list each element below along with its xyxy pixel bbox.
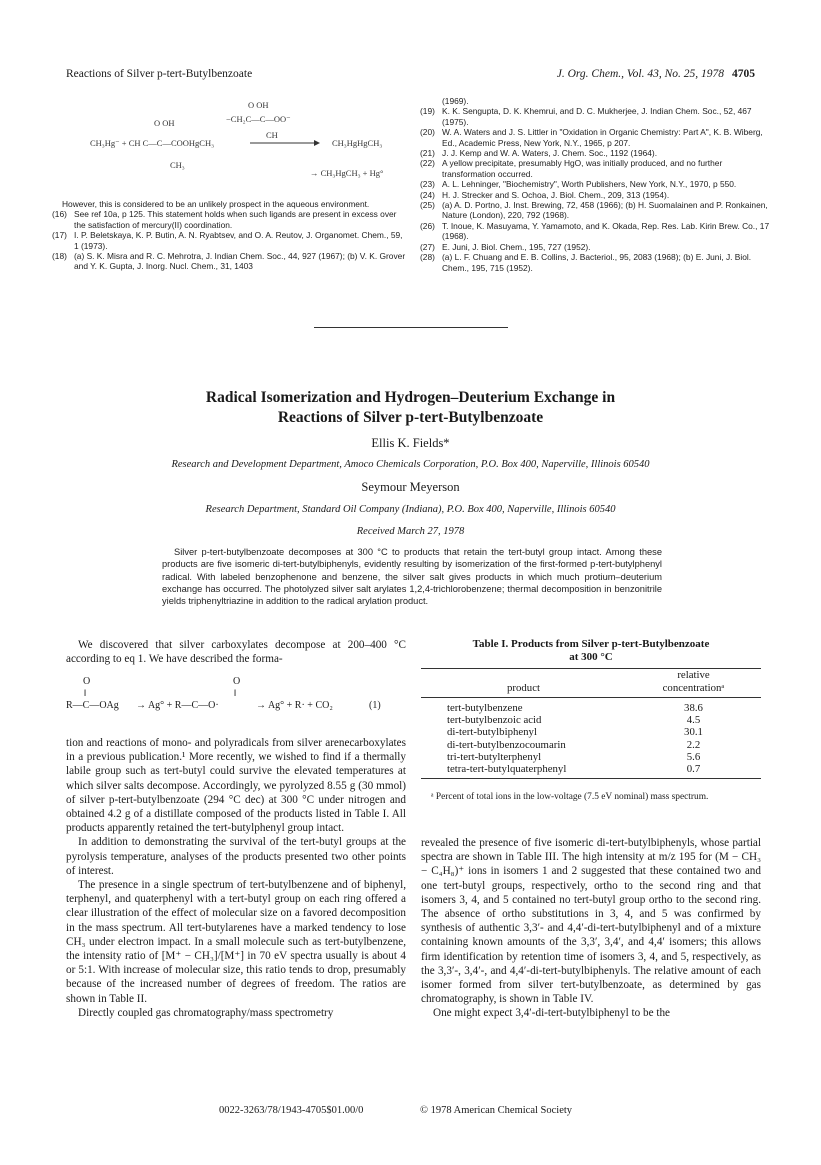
footnote: However, this is considered to be an unlikely prospect in the aqueous environment. xyxy=(62,199,370,209)
footnote-text: (a) S. K. Misra and R. C. Mehrotra, J. Indian Chem. Soc., 44, 927 (1967); (b) V. K. Grover and Y. K. Gupta, J. Inorg. Nucl. Chem., 31, 1403 xyxy=(74,251,406,272)
scheme-text: CH₃ xyxy=(170,160,185,170)
footnote-number: (28) xyxy=(420,252,435,263)
journal-cite: J. Org. Chem., Vol. 43, No. 25, 1978 xyxy=(556,68,724,80)
author-name: Ellis K. Fields* xyxy=(371,436,450,450)
equation-text: O xyxy=(83,676,91,687)
footnote-text: (a) L. F. Chuang and E. B. Collins, J. Bacteriol., 95, 2083 (1968); (b) E. Juni, J. Biol. Chem., 195, 715 (1952). xyxy=(442,252,752,273)
table-cell: tert-butylbenzene xyxy=(447,702,523,714)
article-code: 0022-3263/78/1943-4705$01.00/0 xyxy=(219,1105,364,1116)
author-affiliation: Research Department, Standard Oil Company (Indiana), P.O. Box 400, Naperville, Illinois 60540 xyxy=(205,504,616,515)
table-cell: 4.5 xyxy=(686,714,701,727)
table-cell: 38.6 xyxy=(684,702,703,714)
table-row xyxy=(421,698,761,715)
scheme-text: O OH xyxy=(154,118,175,128)
paragraph: One might expect 3,4′-di-tert-butylbiphenyl to be the xyxy=(433,1007,671,1020)
equation-text: → Ag° + R—C—O· xyxy=(136,700,219,711)
abstract: Silver p-tert-butylbenzoate decomposes at 300 °C to products that retain the tert-butyl group intact. Among these products are five isomeric di-tert-butylbiphenyls, evidently resulting by isomerization of the first-formed p-tert-butylphenyl radical. With labeled benzophenone and benzene, the silver salt gives products in which much protium–deuterium exchange has occurred. The photolyzed silver salt arylates 1,2,4-trichlorobenzene; thermal decomposition in benzonitrile yields triphenyltriazine in addition to the radical arylation product. xyxy=(162,547,662,607)
scheme-text: CH xyxy=(266,130,278,140)
footnote xyxy=(420,148,776,158)
footnote-number: (24) xyxy=(420,189,435,200)
footnote xyxy=(420,179,776,189)
footnote-text: A. L. Lehninger, "Biochemistry", Worth Publishers, New York, N.Y., 1970, p 550. xyxy=(442,179,737,190)
reaction-arrow-icon xyxy=(250,138,320,148)
column-header: concentrationᵃ xyxy=(626,682,761,698)
author-affiliation: Research and Development Department, Amoco Chemicals Corporation, P.O. Box 400, Naperville, Illinois 60540 xyxy=(171,459,650,470)
footnote-text: A yellow precipitate, presumably HgO, was initially produced, and no further transformation occurred. xyxy=(442,158,723,179)
footnote-number: (20) xyxy=(420,127,435,138)
footnote-number: (25) xyxy=(420,200,435,211)
body-text-right xyxy=(421,836,761,1021)
footnote xyxy=(52,209,407,230)
footnote-number: (23) xyxy=(420,179,435,190)
footnote: (1969). xyxy=(442,96,469,106)
title-line: Radical Isomerization and Hydrogen–Deuterium Exchange in xyxy=(205,389,616,406)
table-title-line: at 300 °C xyxy=(569,651,613,663)
section-divider xyxy=(314,327,508,328)
footnote-text: W. A. Waters and J. S. Littler in "Oxidation in Organic Chemistry: Part A", K. B. Wiberg, Ed., Academic Press, New York, N.Y., 1965, p 207. xyxy=(442,127,763,148)
author-name: Seymour Meyerson xyxy=(361,480,460,494)
table-row xyxy=(421,763,761,779)
paragraph: tion and reactions of mono- and polyradicals from silver arenecarboxylates in a previous publication.¹ More recently, we wished to find if a thermally labile group such as tert-butyl could survive the elevated temperatures at which silver salts decompose. Accordingly, we pyrolyzed 8.55 g (30 mmol) of silver p-tert-butylbenzoate (294 °C dec) at 300 °C under nitrogen and obtained 4.2 g of a distillate composed of the products listed in Table I. All products apparently retained the tert-butylphenyl group intact. xyxy=(66,737,406,835)
received-date: Received March 27, 1978 xyxy=(356,526,465,537)
footnote-text: E. Juni, J. Biol. Chem., 195, 727 (1952). xyxy=(442,241,591,252)
table-1 xyxy=(421,668,761,779)
table-cell: tetra-tert-butylquaterphenyl xyxy=(421,763,626,779)
footnote-number: (17) xyxy=(52,230,67,241)
table-title-line: Table I. Products from Silver p-tert-Butylbenzoate xyxy=(472,638,710,650)
paragraph: Directly coupled gas chromatography/mass spectrometry xyxy=(78,1006,334,1019)
title-line: Reactions of Silver p-tert-Butylbenzoate xyxy=(277,409,544,426)
footnote-number: (27) xyxy=(420,241,435,252)
table-footnote: ᵃ Percent of total ions in the low-voltage (7.5 eV nominal) mass spectrum. xyxy=(431,792,709,802)
table-cell: di-tert-butylbenzocoumarin xyxy=(447,738,566,751)
footnote-number: (18) xyxy=(52,251,67,262)
footnote xyxy=(52,230,407,251)
column-header: relative xyxy=(626,669,761,682)
footnote xyxy=(420,221,776,242)
footnote xyxy=(420,252,776,273)
table-row xyxy=(421,726,761,738)
footnote-number: (22) xyxy=(420,158,435,169)
footnote xyxy=(420,242,776,252)
paragraph: revealed the presence of five isomeric di-tert-butylbiphenyls, whose partial spectra are shown in Table III. The high intensity at m/z 195 for (M − CH₃ − C₄H₈)⁺ ions in isomers 1 and 2 suggested that these contained two and one tert-butyl groups, respectively, ortho to the second ring and that isomers 3, 4, and 5 contained no tert-butyl group ortho to the second ring. The absence of ortho substitutions in 3, 4, and 5 was confirmed by synthesis of authentic 3,3′- and 4,4′-di-tert-butylbiphenyl and of a mixture containing known amounts of the 3,3′, 3,4′, and 4,4′ isomers; this allows firm identification by retention time of isomers 3, 4, and 5, respectively, as the 3,3′-, 3,4′-, and 4,4′-di-tert-butylbiphenyls. The relative amount of each isomer formed from silver tert-butylbenzoate, as determined by gas chromatography, is shown in Table IV. xyxy=(421,837,761,1006)
footnote-text: (a) A. D. Portno, J. Inst. Brewing, 72, 458 (1966); (b) H. Suomalainen and P. Ronkainen, Nature (London), 220, 792 (1968). xyxy=(442,200,768,221)
paragraph: In addition to demonstrating the survival of the tert-butyl groups at the pyrolysis temperature, analyses of the products presented two other points of interest. xyxy=(66,836,406,877)
scheme-text: → CH₃HgCH₃ + Hg° xyxy=(310,168,384,178)
table-row xyxy=(421,751,761,763)
footnote-text: J. J. Kemp and W. A. Waters, J. Chem. Soc., 1192 (1964). xyxy=(442,148,658,159)
scheme-text: O OH xyxy=(248,100,269,110)
body-text-left xyxy=(66,736,406,1020)
footnote xyxy=(420,127,776,148)
footnote-text: See ref 10a, p 125. This statement holds when such ligands are present in excess over the satisfaction of mercury(II) coordination. xyxy=(74,209,397,230)
page-number: 4705 xyxy=(732,68,755,80)
table-cell: 0.7 xyxy=(626,763,761,779)
body-paragraph xyxy=(66,638,406,666)
paragraph: We discovered that silver carboxylates decompose at 200–400 °C according to eq 1. We have described the forma- xyxy=(66,639,406,666)
footnote xyxy=(52,251,407,272)
journal-citation xyxy=(557,68,755,80)
equation-number: (1) xyxy=(369,700,381,711)
table-row xyxy=(421,714,761,726)
footnotes-left xyxy=(52,199,407,272)
footnote-number: (16) xyxy=(52,209,67,220)
copyright: © 1978 American Chemical Society xyxy=(420,1105,573,1116)
table-cell: tert-butylbenzoic acid xyxy=(447,714,542,727)
running-title: Reactions of Silver p-tert-Butylbenzoate xyxy=(66,68,253,80)
footnote xyxy=(420,200,776,221)
footnote-text: T. Inoue, K. Masuyama, Y. Yamamoto, and K. Okada, Rep. Res. Lab. Kirin Brew. Co., 17 (1968). xyxy=(442,220,770,242)
table-cell: di-tert-butylbiphenyl xyxy=(447,726,537,739)
footnote-text: I. P. Beletskaya, K. P. Butin, A. N. Ryabtsev, and O. A. Reutov, J. Organomet. Chem., 59, 1 (1973). xyxy=(74,230,403,251)
footnote xyxy=(420,106,776,127)
table-cell: 5.6 xyxy=(686,750,701,763)
table-title xyxy=(421,638,761,664)
equation-1: O O ‖ ‖ R—C—OAg → Ag° + R—C—O· → Ag° + R· + CO₂ (1) xyxy=(66,676,381,711)
table-cell: 30.1 xyxy=(684,726,703,739)
article-title xyxy=(60,388,761,428)
table-row xyxy=(421,739,761,751)
table-cell: 2.2 xyxy=(686,738,701,751)
paragraph: The presence in a single spectrum of tert-butylbenzene and of biphenyl, terphenyl, and quaterphenyl with a tert-butyl group on each ring offered a clear illustration of the effect of molecular size on a favored decomposition in the mass spectrum. All tert-butylarenes have a marked tendency to lose CH₃ under electron impact. In a small molecule such as tert-butylbenzene, the intensity ratio of [M⁺ − CH₃]/[M⁺] in 70 eV spectra usually is about 4 or 5:1. With increase of molecular size, this ratio tends to drop, presumably because of the increased number of degrees of freedom. The ratios are shown in Table II. xyxy=(66,879,406,1005)
footnotes-right xyxy=(420,96,776,273)
equation-text: → Ag° + R· + CO₂ xyxy=(256,700,333,711)
scheme-text: −CH₂C—C—OO⁻ xyxy=(226,114,291,124)
footnote-text: H. J. Strecker and S. Ochoa, J. Biol. Chem., 209, 313 (1954). xyxy=(442,189,670,200)
column-header: product xyxy=(421,682,626,698)
footnote-text: K. K. Sengupta, D. K. Khemrui, and D. C. Mukherjee, J. Indian Chem. Soc., 52, 467 (1975). xyxy=(442,106,752,127)
table-cell: tri-tert-butylterphenyl xyxy=(447,750,542,763)
scheme-text: CH₃HgHgCH₃ xyxy=(332,138,383,148)
footnote xyxy=(420,158,776,179)
footnote-number: (26) xyxy=(420,220,435,231)
equation-text: R—C—OAg xyxy=(66,700,119,711)
footnote-number: (21) xyxy=(420,148,435,159)
equation-text: O xyxy=(233,676,241,687)
footnote-number: (19) xyxy=(420,106,435,117)
scheme-text: CH₃Hg⁻ + CH C—C—COOHgCH₃ xyxy=(90,138,215,148)
reaction-scheme xyxy=(70,96,410,196)
footnote xyxy=(420,190,776,200)
